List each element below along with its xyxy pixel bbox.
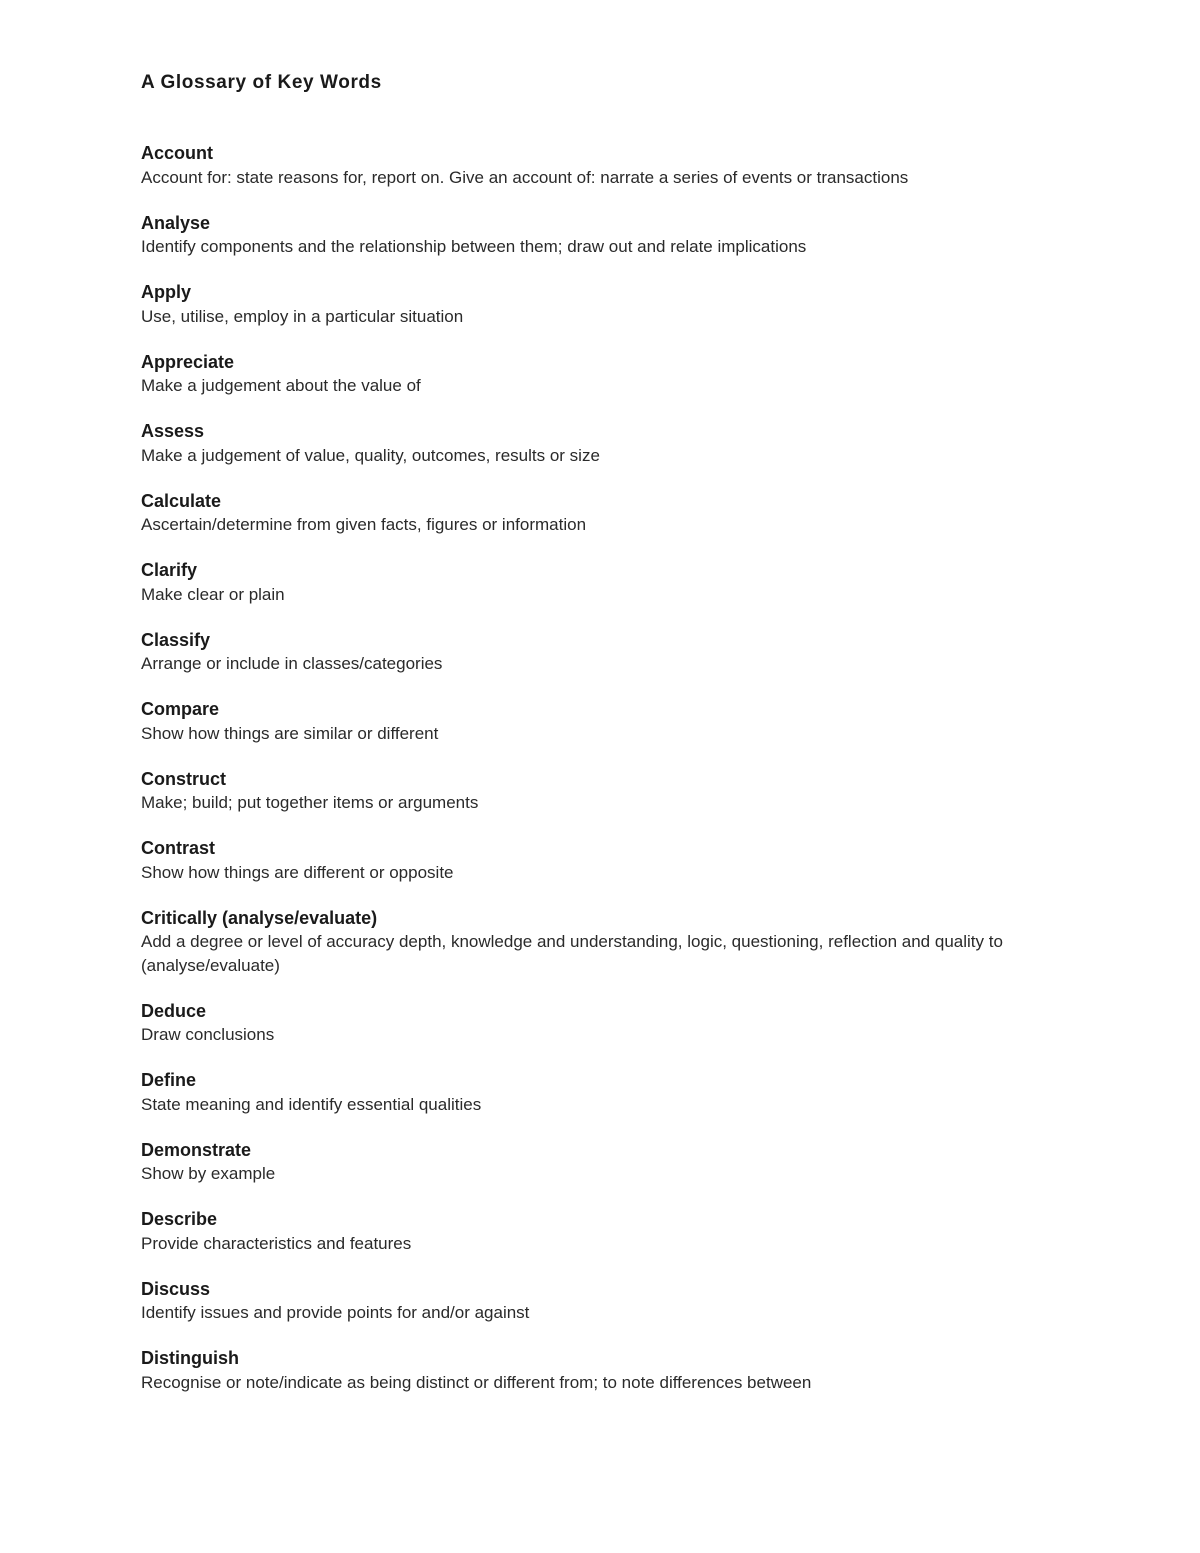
glossary-entry (141, 629, 1061, 676)
glossary-definition: Account for: state reasons for, report on. Give an account of: narrate a series of events or transactions (141, 167, 909, 187)
glossary-entry (141, 142, 1061, 189)
glossary-definition: Make; build; put together items or arguments (141, 793, 479, 812)
glossary-definition: Ascertain/determine from given facts, figures or information (141, 515, 587, 534)
glossary-term: Compare (141, 699, 220, 719)
glossary-entry (141, 698, 1061, 745)
glossary-term: Account (141, 143, 213, 163)
glossary-entry (141, 1347, 1061, 1394)
glossary-term: Discuss (141, 1278, 211, 1299)
glossary-definition: Show by example (141, 1164, 276, 1183)
document-page (141, 70, 1061, 1417)
glossary-definition: Make a judgement of value, quality, outcomes, results or size (141, 445, 600, 465)
glossary-term: Describe (141, 1209, 218, 1229)
glossary-entry (141, 351, 1061, 398)
glossary-term: Demonstrate (141, 1139, 252, 1160)
glossary-entry (141, 837, 1061, 884)
glossary-entry (141, 490, 1061, 537)
glossary-definition: Identify issues and provide points for and/or against (141, 1303, 530, 1322)
glossary-entry (141, 1000, 1061, 1047)
glossary-definition: Show how things are different or opposite (141, 862, 454, 882)
glossary-definition: Make a judgement about the value of (141, 376, 421, 395)
glossary-term: Contrast (141, 838, 216, 858)
glossary-entry (141, 281, 1061, 328)
page-title: A Glossary of Key Words (141, 72, 382, 93)
glossary-definition: Recognise or note/indicate as being distinct or different from; to note differences between (141, 1372, 812, 1392)
glossary-term: Distinguish (141, 1348, 239, 1368)
glossary-entry (141, 559, 1061, 606)
glossary-term: Construct (141, 768, 226, 789)
glossary-entry (141, 212, 1061, 259)
glossary-entry (141, 420, 1061, 467)
glossary-entry (141, 907, 1061, 978)
glossary-entry (141, 1139, 1061, 1186)
glossary-term: Critically (analyse/evaluate) (141, 907, 378, 928)
glossary-entry (141, 1069, 1061, 1116)
glossary-definition: Identify components and the relationship between them; draw out and relate implications (141, 237, 807, 256)
glossary-term: Define (141, 1070, 197, 1090)
glossary-term: Calculate (141, 490, 222, 511)
glossary-term: Clarify (141, 560, 198, 580)
glossary-entry (141, 1278, 1061, 1325)
glossary-definition: State meaning and identify essential qualities (141, 1094, 482, 1114)
glossary-definition: Draw conclusions (141, 1025, 275, 1044)
glossary-entry (141, 768, 1061, 815)
glossary-term: Deduce (141, 1000, 207, 1021)
glossary-definition: Make clear or plain (141, 584, 285, 604)
glossary-definition: Arrange or include in classes/categories (141, 654, 443, 673)
glossary-list (141, 142, 1061, 1394)
glossary-definition: Use, utilise, employ in a particular situation (141, 306, 464, 326)
glossary-term: Analyse (141, 212, 211, 233)
glossary-term: Appreciate (141, 351, 235, 372)
glossary-entry (141, 1208, 1061, 1255)
glossary-term: Assess (141, 421, 205, 441)
glossary-definition: Provide characteristics and features (141, 1233, 412, 1253)
glossary-definition: Show how things are similar or different (141, 723, 439, 743)
glossary-term: Classify (141, 629, 211, 650)
glossary-term: Apply (141, 282, 192, 302)
glossary-definition: Add a degree or level of accuracy depth, knowledge and understanding, logic, questioning, reflection and quality to (analyse/evaluate) (141, 932, 1003, 975)
